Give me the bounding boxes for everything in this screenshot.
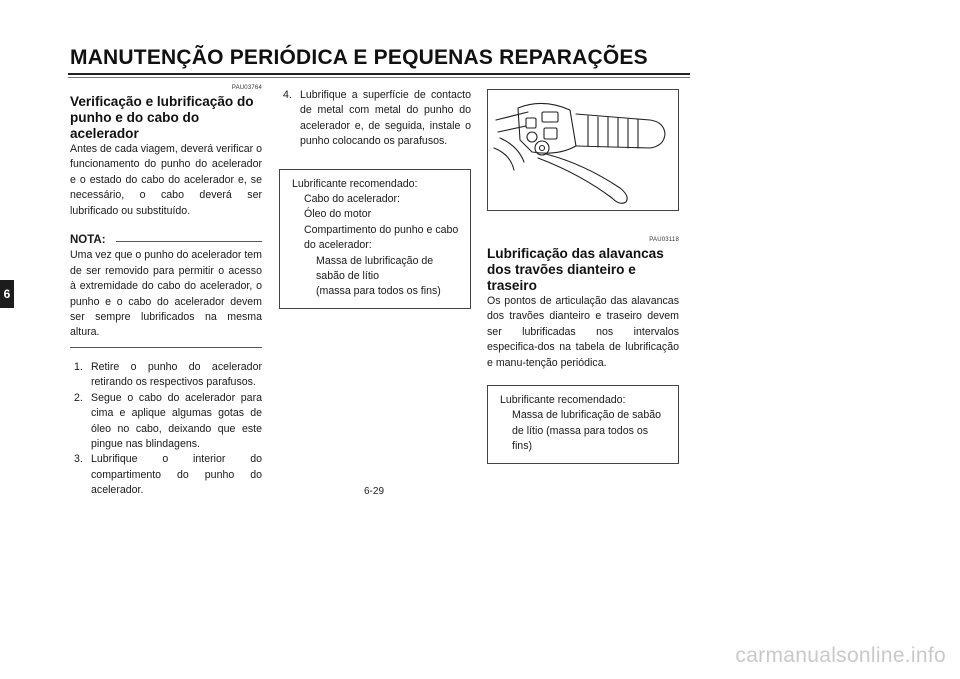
intro-paragraph: Antes de cada viagem, deverá verificar o funcionamento do punho do acelerador e o estado do cabo do acelerador e, se necessário, o cabo deverá ser lubrificado ou substituído. xyxy=(70,143,262,217)
watermark: carmanualsonline.info xyxy=(735,644,946,667)
lubricant-box-title: Lubrificante recomendado: xyxy=(292,177,418,190)
nota-rule xyxy=(116,241,262,242)
handlebar-lever-icon xyxy=(488,90,678,210)
handlebar-lever-illustration xyxy=(487,89,679,211)
steps-list-continued xyxy=(283,88,471,150)
column-step4 xyxy=(279,88,471,309)
page-number: 6-29 xyxy=(363,486,384,497)
chapter-tab: 6 xyxy=(0,280,14,308)
column-throttle-section xyxy=(70,84,262,499)
page-header-title: MANUTENÇÃO PERIÓDICA E PEQUENAS REPARAÇÕES xyxy=(70,46,648,69)
list-item: 1. Retire o punho do acelerador retirando os respectivos parafusos. xyxy=(74,360,262,389)
section-heading: Lubrificação das alavancas dos travões dianteiro e traseiro xyxy=(487,246,664,293)
column-brake-levers xyxy=(487,84,679,464)
list-item: 4. Lubrifique a superfície de contacto de metal com metal do punho do acelerador e, de seguida, instale o punho colocando os parafusos. xyxy=(283,89,471,148)
header-rule xyxy=(68,73,690,75)
nota-end-rule xyxy=(70,347,262,348)
list-item: 3. Lubrifique o interior do compartimento do punho do acelerador. xyxy=(74,453,262,497)
nota-paragraph: Uma vez que o punho do acelerador tem de ser removido para permitir o acesso à extremidade do cabo do acelerador, o punho e o cabo do acelerador devem ser sempre lubrificados na mesma altura. xyxy=(70,249,262,339)
section-heading: Verificação e lubrificação do punho e do cabo do acelerador xyxy=(70,94,254,141)
nota-header xyxy=(70,233,262,248)
brake-lever-paragraph: Os pontos de articulação das alavancas dos travões dianteiro e traseiro devem ser lubrificadas nos intervalos especifica-dos na tabela de lubrificação e manu-tenção periódica. xyxy=(487,295,679,369)
lubricant-box-levers: Lubrificante recomendado: Massa de lubrificação de sabão de lítio (massa para todos os fins) xyxy=(487,385,679,464)
lubricant-box-throttle: Lubrificante recomendado: Cabo do acelerador: Óleo do motor Compartimento do punho e cabo do acelerador: Massa de lubrificação de sabão de lítio (massa para todos os fins) xyxy=(279,169,471,309)
header-rule-thin xyxy=(68,77,690,78)
section-code: PAU03764 xyxy=(231,85,262,91)
lubricant-box-title: Lubrificante recomendado: xyxy=(500,394,626,407)
section-code: PAU03118 xyxy=(649,237,679,243)
nota-label: NOTA: xyxy=(70,234,106,247)
list-item: 2. Segue o cabo do acelerador para cima e aplique algumas gotas de óleo no cabo, deixando que este pingue nas blindagens. xyxy=(74,391,262,450)
steps-list xyxy=(74,360,262,499)
